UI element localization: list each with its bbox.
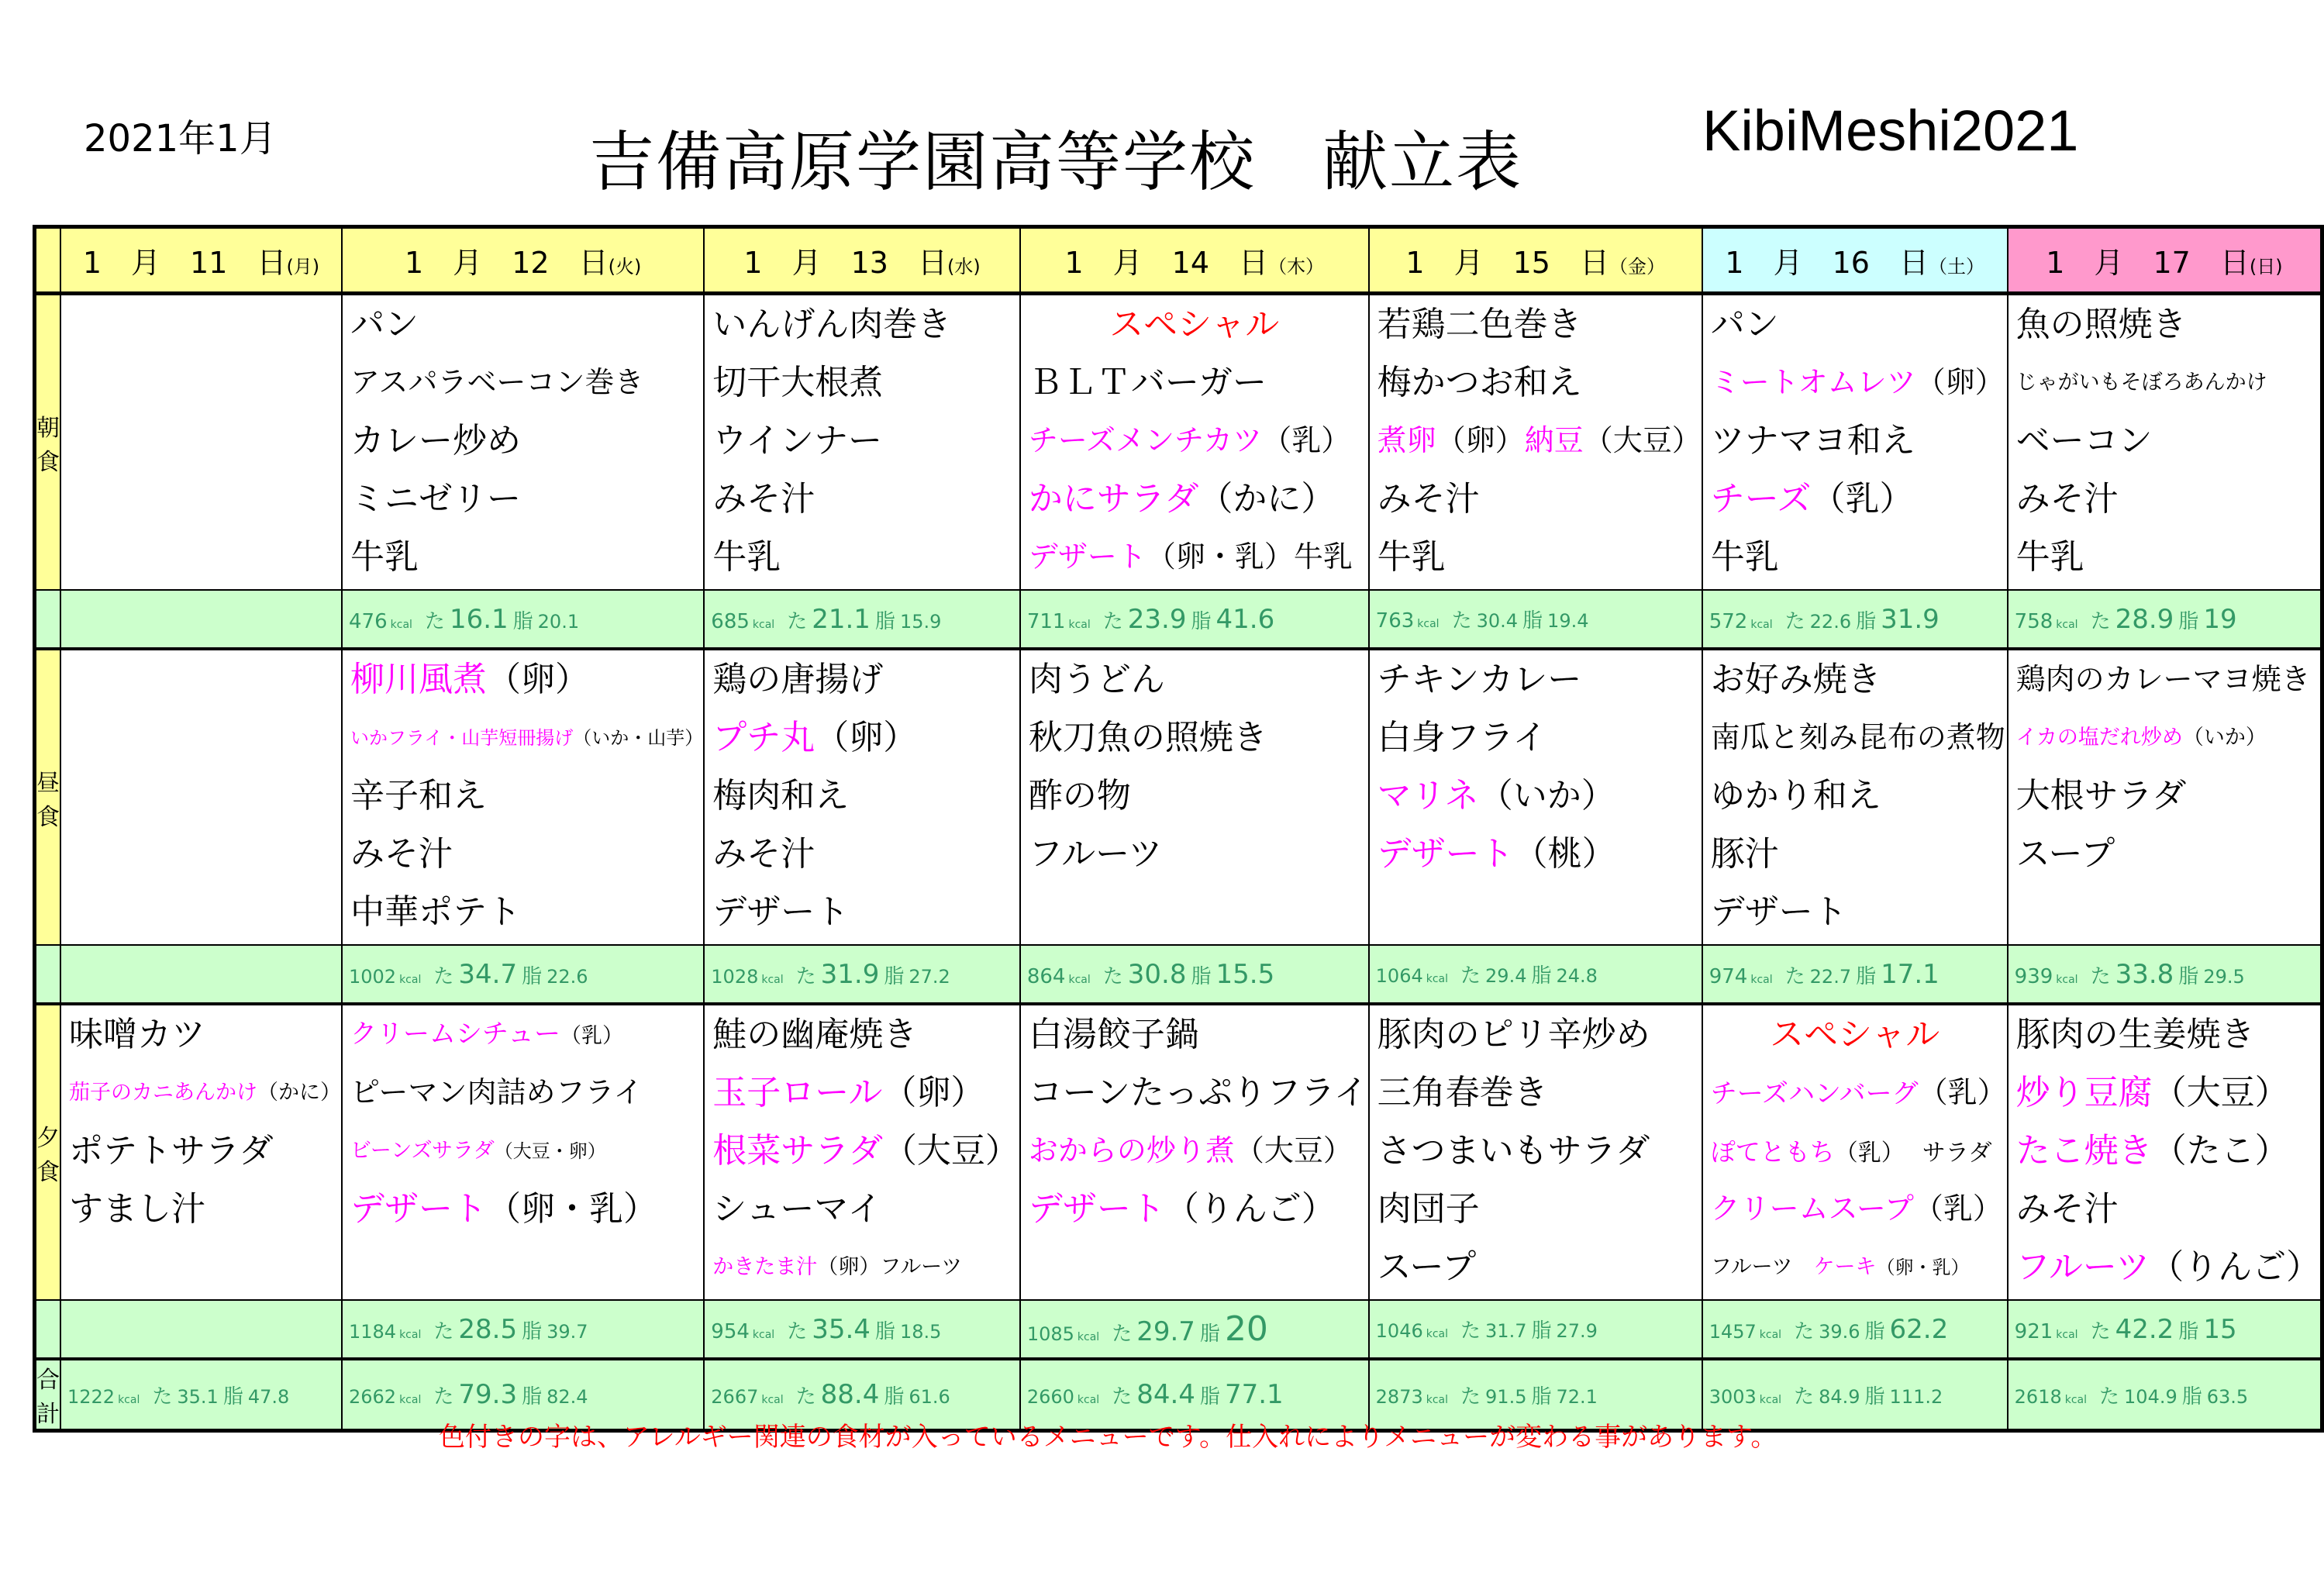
dish-item: 三角春巻き [1377,1073,1548,1112]
breakfast-cell-6 [2008,294,2322,591]
dish-item: ぽてともち（乳） サラダ [1710,1137,1992,1167]
dish-item: 味噌カツ [69,1015,205,1054]
date-header-row [35,227,2322,294]
dish-item: みそ汁 [2015,479,2119,519]
allergy-note: 色付きの字は、アレルギー関連の食材が入っているメニューです。仕入れによりメニューが変わる事があります。 [439,1422,1777,1453]
dish-item: お好み焼き [1710,660,1881,699]
dish-item: みそ汁 [2015,1189,2119,1229]
breakfast-cell-0 [60,294,342,591]
dish-item: デザート（卵・乳） [350,1189,657,1229]
total-cell: 1222 kcal た 35.1 脂 47.8 [60,1359,342,1431]
dish-item: フルーツ（りんご） [2015,1247,2321,1287]
dish-item: 炒り豆腐（大豆） [2015,1073,2289,1112]
dish-item: デザート（りんご） [1028,1189,1336,1229]
nutrition-cell: 939 kcal た 33.8 脂 29.5 [2008,945,2322,1004]
nutrition-cell: 763 kcal た 30.4 脂 19.4 [1369,590,1702,649]
dish-item: スペシャル [1770,1015,1940,1054]
dish-item: クリームシチュー（乳） [350,1019,623,1050]
breakfast-cell-3 [1020,294,1369,591]
dish-item: 肉うどん [1028,660,1165,699]
nutrition-cell [60,1300,342,1359]
dish-item: チーズメンチカツ（乳） [1028,423,1351,457]
date-header-1: 1 月 12 日(火) [342,227,704,294]
dish-item: シューマイ [712,1189,882,1229]
dish-item: 豚肉のピリ辛炒め [1377,1015,1650,1054]
date-header-6: 1 月 17 日(日) [2008,227,2322,294]
date-header-4: 1 月 15 日（金） [1369,227,1702,294]
dish-item: ウインナー [712,421,882,460]
breakfast-row [35,294,2322,591]
dish-item: 牛乳 [2015,537,2084,577]
nutrition-cell: 758 kcal た 28.9 脂 19 [2008,590,2322,649]
dinner-cell-5 [1702,1004,2008,1300]
dish-item: いかフライ・山芋短冊揚げ（いか・山芋） [350,727,704,749]
dish-item: たこ焼き（たこ） [2015,1131,2289,1171]
dish-item: かきたま汁（卵）フルーツ [712,1255,963,1279]
lunch-cell-6 [2008,649,2322,945]
dish-item: 梅肉和え [712,776,850,816]
dinner-cell-6 [2008,1004,2322,1300]
dish-item: チーズハンバーグ（乳） [1710,1075,2007,1109]
lunch-cell-2 [704,649,1020,945]
menu-table [33,225,2324,1433]
dish-item: チーズ（乳） [1710,479,1914,519]
dinner-row [35,1004,2322,1300]
dish-item: ビーンズサラダ（大豆・卵） [350,1139,606,1163]
dish-item: カレー炒め [350,421,521,460]
nutrition-cell: 685 kcal た 21.1 脂 15.9 [704,590,1020,649]
meal-label-dinner: 夕食 [35,1004,61,1300]
meal-label-blank [35,590,61,649]
lunch-nutrition-row [35,945,2322,1004]
breakfast-cell-5 [1702,294,2008,591]
dish-item: チキンカレー [1377,660,1582,699]
dish-item: 秋刀魚の照焼き [1028,718,1267,757]
dish-item: フルーツ [1028,834,1163,874]
nutrition-cell: 1046 kcal た 31.7 脂 27.9 [1369,1300,1702,1359]
dish-item: 肉団子 [1377,1189,1480,1229]
meal-label-total: 合計 [35,1359,61,1431]
dish-item: 白身フライ [1377,718,1547,757]
dish-item: 大根サラダ [2015,776,2187,816]
dish-item: 辛子和え [350,776,487,816]
dish-item: みそ汁 [712,479,815,519]
dish-item: ゆかり和え [1710,776,1881,816]
dish-item: 南瓜と刻み昆布の煮物 [1710,720,2005,754]
nutrition-cell: 1184 kcal た 28.5 脂 39.7 [342,1300,704,1359]
dish-item: パン [1710,305,1779,344]
dish-item: みそ汁 [350,834,453,874]
dish-item: アスパラベーコン巻き [350,365,644,399]
dish-item: 酢の物 [1028,776,1131,816]
nutrition-cell: 974 kcal た 22.7 脂 17.1 [1702,945,2008,1004]
date-header-5: 1 月 16 日（土） [1702,227,2008,294]
dish-item: スープ [1377,1247,1477,1287]
dish-item: じゃがいもそぼろあんかけ [2015,371,2267,395]
total-cell: 3003 kcal た 84.9 脂 111.2 [1702,1359,2008,1431]
dish-item: いんげん肉巻き [712,305,952,344]
dish-item: 根菜サラダ（大豆） [712,1131,1019,1171]
total-cell: 2873 kcal た 91.5 脂 72.1 [1369,1359,1702,1431]
dish-item: 若鶏二色巻き [1377,305,1582,344]
dish-item: ベーコン [2015,421,2153,460]
dish-item: イカの塩だれ炒め（いか） [2015,726,2267,750]
dish-item: デザート（卵・乳）牛乳 [1028,540,1353,574]
dish-item: 牛乳 [1710,537,1779,577]
dish-item: 鶏の唐揚げ [712,660,884,699]
dish-item: 玉子ロール（卵） [712,1073,985,1112]
dish-item: 柳川風煮（卵） [350,660,589,699]
nutrition-cell: 1064 kcal た 29.4 脂 24.8 [1369,945,1702,1004]
lunch-cell-3 [1020,649,1369,945]
dish-item: みそ汁 [712,834,815,874]
breakfast-nutrition-row [35,590,2322,649]
dish-item: ＢＬＴバーガー [1028,363,1267,402]
dish-item: マリネ（いか） [1377,776,1615,816]
meal-label-lunch: 昼食 [35,649,61,945]
nutrition-cell: 1028 kcal た 31.9 脂 27.2 [704,945,1020,1004]
dish-item: 鶏肉のカレーマヨ焼き [2015,662,2311,696]
dish-item: ミートオムレツ（卵） [1710,365,2005,399]
nutrition-cell [60,590,342,649]
nutrition-cell: 572 kcal た 22.6 脂 31.9 [1702,590,2008,649]
dish-item: 茄子のカニあんかけ（かに） [69,1081,341,1105]
dish-item: 豚汁 [1710,834,1779,874]
page-title: 吉備高原学園高等学校 献立表 [589,124,1523,200]
dish-item: デザート [1710,892,1847,932]
date-header-3: 1 月 14 日（木） [1020,227,1369,294]
dish-item: 豚肉の生姜焼き [2015,1015,2255,1054]
dish-item: ミニゼリー [350,479,521,519]
nutrition-cell: 711 kcal た 23.9 脂 41.6 [1020,590,1369,649]
lunch-cell-5 [1702,649,2008,945]
dish-item: 魚の照焼き [2015,305,2187,344]
dish-item: 牛乳 [1377,537,1446,577]
date-header-2: 1 月 13 日(水) [704,227,1020,294]
meal-label-blank [35,945,61,1004]
meal-label-breakfast: 朝食 [35,294,61,591]
dinner-cell-2 [704,1004,1020,1300]
dish-item: 煮卵（卵）納豆（大豆） [1377,423,1702,457]
dish-item: さつまいもサラダ [1377,1131,1650,1171]
dish-item: みそ汁 [1377,479,1480,519]
dish-item: スペシャル [1109,305,1280,344]
dish-item: ツナマヨ和え [1710,421,1915,460]
total-cell: 2662 kcal た 79.3 脂 82.4 [342,1359,704,1431]
lunch-cell-0 [60,649,342,945]
brand-label: KibiMeshi2021 [1702,98,2079,163]
dish-item: 切干大根煮 [712,363,884,402]
dish-item: すまし汁 [69,1189,205,1229]
dinner-cell-3 [1020,1004,1369,1300]
nutrition-cell [60,945,342,1004]
dish-item: 白湯餃子鍋 [1028,1015,1199,1054]
dinner-cell-1 [342,1004,704,1300]
nutrition-cell: 864 kcal た 30.8 脂 15.5 [1020,945,1369,1004]
dinner-cell-0 [60,1004,342,1300]
date-header-0: 1 月 11 日(月) [60,227,342,294]
dish-item: クリームスープ（乳） [1710,1191,2002,1226]
dish-item: フルーツ ケーキ（卵・乳） [1710,1255,1970,1279]
total-cell: 2667 kcal た 88.4 脂 61.6 [704,1359,1020,1431]
dish-item: 牛乳 [712,537,781,577]
total-cell: 2660 kcal た 84.4 脂 77.1 [1020,1359,1369,1431]
nutrition-cell: 1002 kcal た 34.7 脂 22.6 [342,945,704,1004]
dish-item: デザート（桃） [1377,834,1616,874]
nutrition-cell: 1457 kcal た 39.6 脂 62.2 [1702,1300,2008,1359]
meal-label-blank [35,1300,61,1359]
dish-item: かにサラダ（かに） [1028,479,1336,519]
dish-item: 牛乳 [350,537,419,577]
dish-item: デザート [712,892,850,932]
nutrition-cell: 1085 kcal た 29.7 脂 20 [1020,1300,1369,1359]
nutrition-cell: 921 kcal た 42.2 脂 15 [2008,1300,2322,1359]
dish-item: 梅かつお和え [1377,363,1582,402]
dish-item: スープ [2015,834,2115,874]
dish-item: 中華ポテト [350,892,521,932]
breakfast-cell-4 [1369,294,1702,591]
lunch-row [35,649,2322,945]
breakfast-cell-1 [342,294,704,591]
dinner-nutrition-row [35,1300,2322,1359]
dish-item: コーンたっぷりフライ [1028,1073,1368,1112]
nutrition-cell: 476 kcal た 16.1 脂 20.1 [342,590,704,649]
breakfast-cell-2 [704,294,1020,591]
corner-cell [35,227,61,294]
dish-item: 鮭の幽庵焼き [712,1015,918,1054]
dinner-cell-4 [1369,1004,1702,1300]
dish-item: ピーマン肉詰めフライ [350,1075,643,1109]
total-cell: 2618 kcal た 104.9 脂 63.5 [2008,1359,2322,1431]
month-label: 2021年1月 [84,117,277,160]
dish-item: ポテトサラダ [69,1131,274,1171]
dish-item: プチ丸（卵） [712,718,918,757]
dish-item: おからの炒り煮（大豆） [1028,1133,1353,1167]
dish-item: パン [350,305,419,344]
lunch-cell-4 [1369,649,1702,945]
lunch-cell-1 [342,649,704,945]
nutrition-cell: 954 kcal た 35.4 脂 18.5 [704,1300,1020,1359]
